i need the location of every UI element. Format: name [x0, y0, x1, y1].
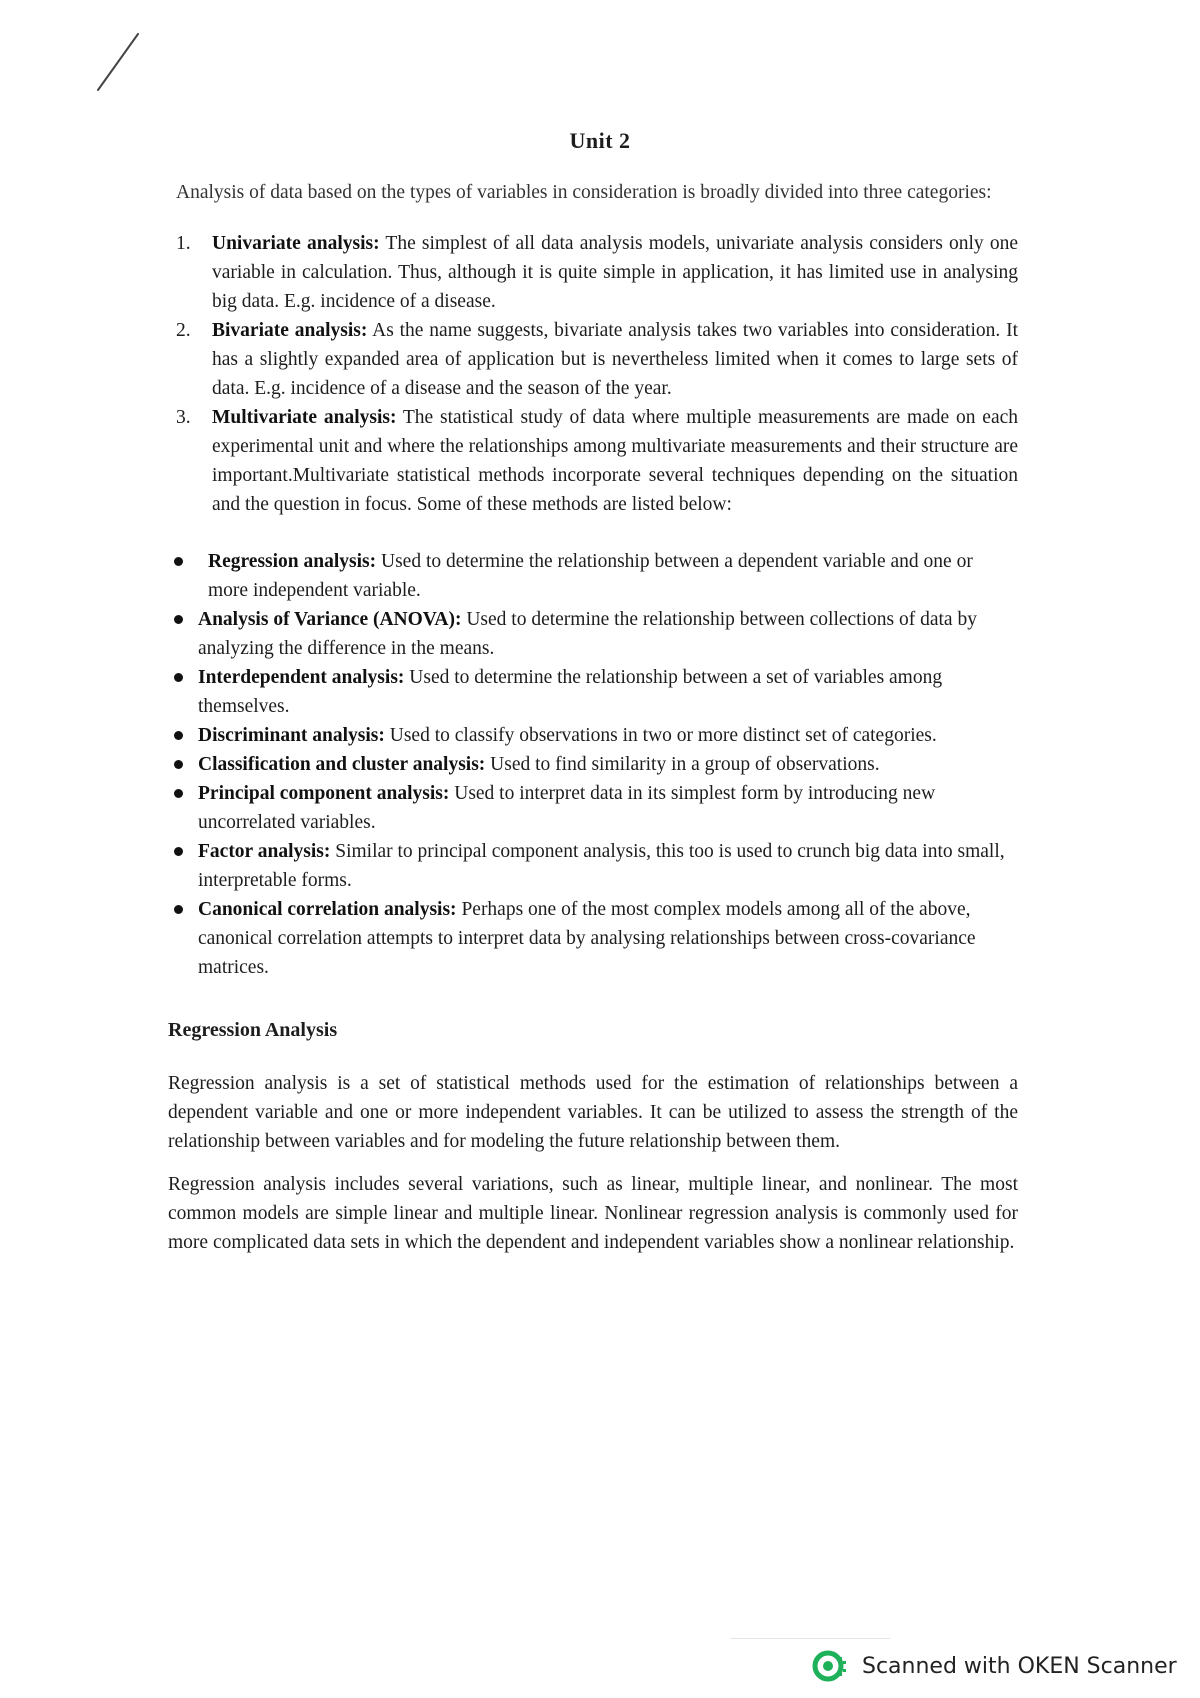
item-term: Interdependent analysis: [198, 667, 405, 688]
list-item [168, 229, 1018, 316]
item-term: Principal component analysis: [198, 783, 450, 804]
item-text: Similar to principal component analysis, this too is used to crunch big data into small, interpretable forms. [198, 841, 1005, 891]
list-item [168, 837, 1008, 895]
list-item [168, 750, 1008, 779]
bullet-icon [174, 615, 183, 624]
intro-paragraph: Analysis of data based on the types of variables in consideration is broadly divided into three categories: [176, 182, 992, 203]
list-item [168, 663, 1008, 721]
item-number: 3. [176, 407, 191, 428]
watermark-text: Scanned with OKEN Scanner [862, 1653, 1177, 1679]
item-text: Used to determine the relationship between a set of variables among themselves. [198, 667, 943, 717]
list-item [168, 403, 1018, 519]
item-term: Regression analysis: [208, 551, 377, 572]
item-term: Analysis of Variance (ANOVA): [198, 609, 462, 630]
bullet-icon [174, 731, 183, 740]
item-text: Used to determine the relationship between collections of data by analyzing the difference in the means. [198, 609, 977, 659]
item-term: Bivariate analysis: [212, 320, 368, 341]
section-heading: Regression Analysis [168, 1019, 338, 1041]
bullet-icon [174, 760, 183, 769]
item-term: Univariate analysis: [212, 233, 380, 254]
regression-paragraph-1: Regression analysis is a set of statistical methods used for the estimation of relationships between a dependent variable and one or more independent variables. It can be utilized to assess the strength of the relationship between variables and for modeling the future relationship between them. [168, 1073, 1018, 1152]
bullet-icon [174, 557, 183, 566]
bullet-icon [174, 905, 183, 914]
oken-scanner-logo-icon [812, 1647, 850, 1685]
regression-paragraph-2: Regression analysis includes several variations, such as linear, multiple linear, and nonlinear. The most common models are simple linear and multiple linear. Nonlinear regression analysis is commonly used for more complicated data sets in which the dependent and independent variables show a nonlinear relationship. [168, 1174, 1018, 1253]
pen-stroke-mark [92, 30, 142, 94]
item-term: Canonical correlation analysis: [198, 899, 457, 920]
item-term: Multivariate analysis: [212, 407, 397, 428]
item-text: The simplest of all data analysis models, univariate analysis considers only one variable in calculation. Thus, although it is quite simple in application, it has limited use in analysing big data. E.g. incidence of a disease. [212, 233, 1019, 312]
item-term: Discriminant analysis: [198, 725, 385, 746]
item-text: Used to classify observations in two or more distinct set of categories. [384, 725, 937, 746]
bullet-icon [174, 673, 183, 682]
list-item [168, 547, 1008, 605]
item-text: Used to determine the relationship between a dependent variable and one or more independent variable. [208, 551, 973, 601]
analysis-types-list [168, 229, 1018, 519]
item-term: Factor analysis: [198, 841, 331, 862]
document-body [168, 178, 1018, 1257]
item-text: Used to find similarity in a group of observations. [485, 754, 880, 775]
item-number: 2. [176, 320, 191, 341]
list-item [168, 721, 1008, 750]
item-text: As the name suggests, bivariate analysis takes two variables into consideration. It has a slightly expanded area of application but is nevertheless limited when it comes to large sets of data. E.g. incidence of a disease and the season of the year. [212, 320, 1018, 399]
scanner-watermark [812, 1646, 1177, 1686]
list-item [168, 779, 1008, 837]
list-item [168, 316, 1018, 403]
item-text: Perhaps one of the most complex models among all of the above, canonical correlation attempts to interpret data by analysing relationships between cross-covariance matrices. [198, 899, 976, 978]
page-title: Unit 2 [569, 128, 631, 153]
item-number: 1. [176, 233, 191, 254]
watermark-divider [730, 1638, 890, 1639]
bullet-icon [174, 847, 183, 856]
item-term: Classification and cluster analysis: [198, 754, 486, 775]
list-item [168, 605, 1008, 663]
item-text: The statistical study of data where multiple measurements are made on each experimental unit and where the relationships among multivariate measurements and their structure are important.Multivariate statistical methods incorporate several techniques depending on the situation and the question in focus. Some of these methods are listed below: [212, 407, 1018, 515]
list-item [168, 895, 1008, 982]
item-text: Used to interpret data in its simplest form by introducing new uncorrelated variables. [198, 783, 936, 833]
bullet-icon [174, 789, 183, 798]
multivariate-methods-list [168, 547, 1008, 982]
